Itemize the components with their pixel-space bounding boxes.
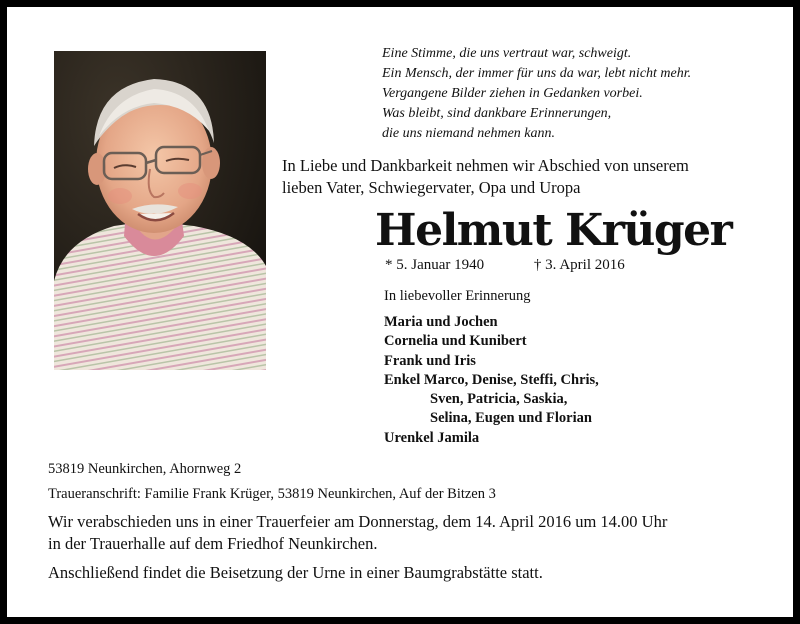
intro-line: In Liebe und Dankbarkeit nehmen wir Abschied von unserem	[282, 156, 689, 175]
family-member: Urenkel Jamila	[384, 429, 480, 446]
ceremony-line: Wir verabschieden uns in einer Trauerfeier am Donnerstag, dem 14. April 2016 um 14.00 Uhr	[48, 512, 668, 531]
family-member: Maria und Jochen	[384, 314, 498, 330]
portrait-illustration	[54, 51, 266, 370]
family-member: Enkel Marco, Denise, Steffi, Chris,	[384, 371, 599, 388]
family-member: Cornelia und Kunibert	[384, 333, 527, 350]
ceremony-info	[48, 511, 667, 555]
home-address: 53819 Neunkirchen, Ahornweg 2	[48, 461, 242, 477]
farewell-intro	[282, 155, 689, 199]
family-list	[384, 313, 599, 448]
ceremony-line: in der Trauerhalle auf dem Friedhof Neunkirchen.	[48, 534, 378, 553]
burial-info: Anschließend findet die Beisetzung der Urne in einer Baumgrabstätte statt.	[48, 563, 543, 582]
mourning-address: Traueranschrift: Familie Frank Krüger, 53819 Neunkirchen, Auf der Bitzen 3	[48, 486, 496, 502]
poem-line: Was bleibt, sind dankbare Erinnerungen,	[382, 106, 612, 121]
death-date: † 3. April 2016	[533, 257, 625, 273]
poem	[382, 44, 691, 144]
birth-date: * 5. Januar 1940	[385, 257, 485, 273]
poem-line: Vergangene Bilder ziehen in Gedanken vorbei.	[382, 86, 643, 101]
family-member: Selina, Eugen und Florian	[430, 410, 592, 427]
memory-line: In liebevoller Erinnerung	[384, 288, 531, 304]
intro-line: lieben Vater, Schwiegervater, Opa und Uropa	[282, 178, 581, 197]
family-member: Sven, Patricia, Saskia,	[430, 391, 568, 408]
portrait-photo	[54, 51, 266, 370]
family-member: Frank und Iris	[384, 352, 476, 369]
poem-line: Eine Stimme, die uns vertraut war, schweigt.	[382, 46, 632, 61]
poem-line: Ein Mensch, der immer für uns da war, lebt nicht mehr.	[382, 66, 692, 81]
life-dates	[385, 257, 625, 274]
poem-line: die uns niemand nehmen kann.	[382, 126, 556, 141]
obituary-notice	[7, 7, 793, 617]
deceased-name: Helmut Krüger	[375, 205, 732, 256]
